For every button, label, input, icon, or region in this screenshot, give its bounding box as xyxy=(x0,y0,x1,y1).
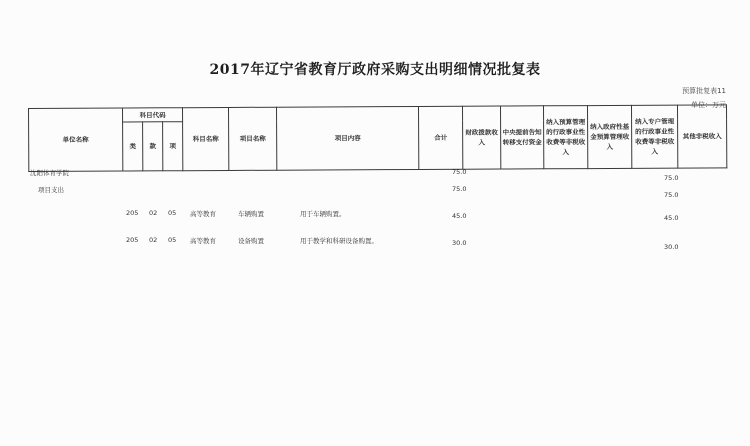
row-total: 45.0 xyxy=(452,212,467,220)
row-total: 75.0 xyxy=(452,185,467,193)
form-number: 预算批复表11 xyxy=(682,87,726,95)
row-xiang: 05 xyxy=(168,209,177,217)
row-other-nontax: 30.0 xyxy=(664,243,679,251)
row-unit: 沈阳体育学院 xyxy=(30,169,69,177)
row-unit: 项目支出 xyxy=(38,186,64,194)
header-subject-name: 科目名称 xyxy=(183,107,229,170)
header-other-nontax: 其他非税收入 xyxy=(678,105,727,168)
table-row xyxy=(0,185,750,197)
row-lei: 205 xyxy=(126,209,139,217)
header-lei: 类 xyxy=(123,122,143,171)
row-xiang: 05 xyxy=(168,236,177,244)
document-title: 2017年辽宁省教育厅政府采购支出明细情况批复表 xyxy=(209,62,541,78)
row-project-content: 用于教学和科研设备购置。 xyxy=(300,237,378,245)
row-other-nontax: 75.0 xyxy=(664,191,679,199)
table-row xyxy=(0,168,750,180)
header-total: 合计 xyxy=(419,106,463,169)
row-lei: 205 xyxy=(126,236,139,244)
table-row xyxy=(0,236,750,251)
header-gov-fund: 纳入政府性基金预算管理收入 xyxy=(588,105,632,168)
header-budget-admin-fees: 纳入预算管理的行政事业性收费等非税收入 xyxy=(544,106,588,169)
currency-unit: 单位：万元 xyxy=(691,101,726,109)
row-kuan: 02 xyxy=(149,209,158,217)
row-other-nontax: 75.0 xyxy=(664,174,679,182)
header-project-content: 项目内容 xyxy=(277,106,419,170)
row-project-name: 设备购置 xyxy=(238,237,264,245)
row-other-nontax: 45.0 xyxy=(664,214,679,222)
header-special-account: 纳入专户管理的行政事业性收费等非税收入 xyxy=(632,105,678,168)
row-project-content: 用于车辆购置。 xyxy=(300,210,346,218)
row-subject-name: 高等教育 xyxy=(190,237,216,245)
header-xiang: 项 xyxy=(163,122,183,171)
header-table xyxy=(28,104,727,172)
header-kuan: 款 xyxy=(143,122,163,171)
row-kuan: 02 xyxy=(149,236,158,244)
row-total: 75.0 xyxy=(452,168,467,176)
header-fiscal-grant: 财政拨款收入 xyxy=(463,106,501,169)
header-subject-code: 科目代码 xyxy=(123,108,183,122)
header-project-name: 项目名称 xyxy=(229,107,277,170)
row-subject-name: 高等教育 xyxy=(190,210,216,218)
header-unit-name: 单位名称 xyxy=(29,108,123,171)
table-row xyxy=(0,209,750,221)
row-project-name: 车辆购置 xyxy=(238,210,264,218)
row-total: 30.0 xyxy=(452,239,467,247)
header-central-transfer: 中央提前告知转移支付资金 xyxy=(501,106,544,169)
